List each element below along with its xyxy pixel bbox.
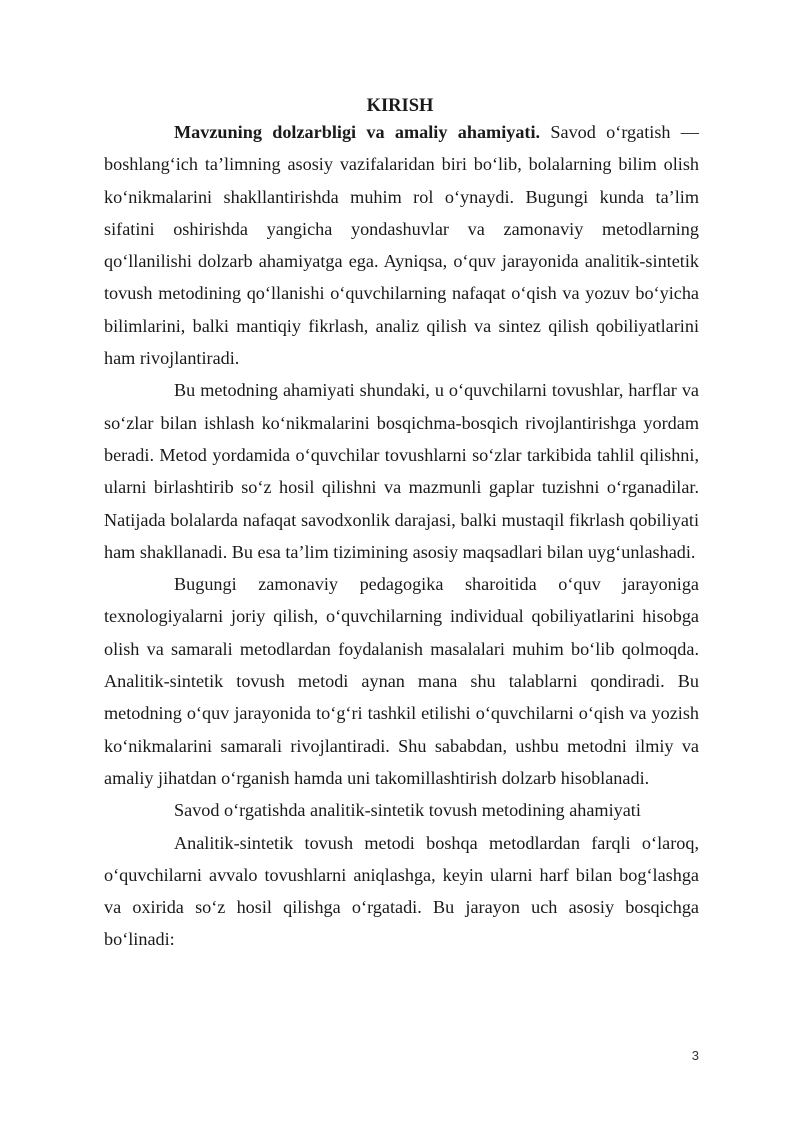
page-number: 3 xyxy=(691,1048,699,1063)
paragraph-relevance xyxy=(104,116,699,374)
paragraph-modern-pedagogy: Bugungi zamonaviy pedagogika sharoitida o‘quv jarayoniga texnologiyalarni joriy qilish, o‘quvchilarning individual qobiliyatlarini hisobga olish va samarali metodlardan foydalanish masalalari muhim bo‘lib qolmoqda. Analitik-sintetik tovush metodi aynan mana shu talablarni qondiradi. Bu metodning o‘quv jarayonida to‘g‘ri tashkil etilishi o‘quvchilarni o‘qish va yozish ko‘nikmalarini samarali rivojlantiradi. Shu sababdan, ushbu metodni ilmiy va amaliy jihatdan o‘rganish hamda uni takomillashtirish dolzarb hisoblanadi. xyxy=(104,574,699,788)
body-text xyxy=(104,116,699,956)
paragraph-text: Savod o‘rgatish — boshlang‘ich ta’limning asosiy vazifalaridan biri bo‘lib, bolalarning bilim olish ko‘nikmalarini shakllantirishda muhim rol o‘ynaydi. Bugungi kunda ta’lim sifatini oshirishda yangicha yondashuvlar va zamonaviy metodlarning qo‘llanilishi dolzarb ahamiyatga ega. Ayniqsa, o‘quv jarayonida analitik-sintetik tovush metodining qo‘llanishi o‘quvchilarning nafaqat o‘qish va yozuv bo‘yicha bilimlarini, balki mantiqiy fikrlash, analiz qilish va sintez qilish qobiliyatlarini ham rivojlantiradi. xyxy=(104,122,699,369)
paragraph-subheading: Savod o‘rgatishda analitik-sintetik tovush metodining ahamiyati xyxy=(174,800,641,821)
paragraph-method-stages: Analitik-sintetik tovush metodi boshqa metodlardan farqli o‘laroq, o‘quvchilarni avvalo tovushlarni aniqlashga, keyin ularni harf bilan bog‘lashga va oxirida so‘z hosil qilishga o‘rgatadi. Bu jarayon uch asosiy bosqichga bo‘linadi: xyxy=(104,832,699,950)
section-heading: KIRISH xyxy=(366,96,434,116)
paragraph-lead: Mavzuning dolzarbligi va amaliy ahamiyati. xyxy=(174,122,541,142)
paragraph-method-importance: Bu metodning ahamiyati shundaki, u o‘quvchilarni tovushlar, harflar va so‘zlar bilan ishlash ko‘nikmalarini bosqichma-bosqich rivojlantirishga yordam beradi. Metod yordamida o‘quvchilar tovushlarni so‘zlar tarkibida tahlil qilishni, ularni birlashtirib so‘z hosil qilishni va mazmunli gaplar tuzishni o‘rganadilar. Natijada bolalarda nafaqat savodxonlik darajasi, balki mustaqil fikrlash qobiliyati ham shakllanadi. Bu esa ta’lim tizimining asosiy maqsadlari bilan uyg‘unlashadi. xyxy=(104,380,699,562)
